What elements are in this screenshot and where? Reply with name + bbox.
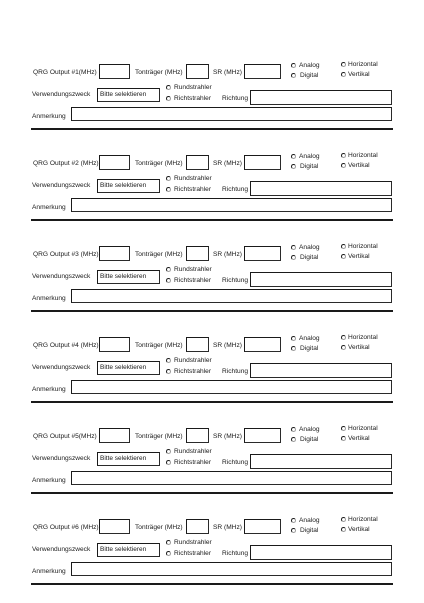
sr-label: SR (MHz) [213,69,242,76]
rundstrahler-label: Rundstrahler [174,175,212,182]
rundstrahler-label: Rundstrahler [174,539,212,546]
richtung-field[interactable] [250,454,392,469]
analog-label: Analog [299,426,320,433]
horizontal-label: Horizontal [348,334,378,341]
rundstrahler-radio[interactable] [166,540,171,545]
anmerkung-field[interactable] [71,289,392,303]
vertikal-label: Vertikal [348,162,370,169]
analog-radio[interactable] [291,154,296,159]
qrg-output-label: QRG Output #3 (MHz) [33,251,99,258]
digital-label: Digital [300,254,319,261]
horizontal-radio[interactable] [341,335,346,340]
horizontal-radio[interactable] [341,517,346,522]
verwendungszweck-select[interactable]: Bitte selektieren [97,452,160,466]
verwendungszweck-select[interactable]: Bitte selektieren [97,179,160,193]
section-divider [31,310,393,312]
qrg-output-field[interactable] [99,337,130,352]
verwendungszweck-label: Verwendungszweck [32,364,91,371]
richtstrahler-radio[interactable] [166,551,171,556]
section-divider [31,128,393,130]
digital-label: Digital [300,436,319,443]
richtstrahler-radio[interactable] [166,460,171,465]
richtung-label: Richtung [222,186,249,193]
qrg-output-field[interactable] [99,64,130,79]
rundstrahler-radio[interactable] [166,85,171,90]
richtstrahler-label: Richtstrahler [174,550,212,557]
traeger-label: Tonträger (MHz) [135,69,183,76]
richtung-field[interactable] [250,90,392,105]
rundstrahler-label: Rundstrahler [174,266,212,273]
rundstrahler-radio[interactable] [166,267,171,272]
anmerkung-field[interactable] [71,562,392,576]
qrg-output-field[interactable] [99,155,130,170]
vertikal-label: Vertikal [348,71,370,78]
analog-label: Analog [299,153,320,160]
qrg-section-3 [0,239,424,330]
anmerkung-label: Anmerkung [32,477,66,484]
digital-label: Digital [300,72,319,79]
qrg-section-1 [0,57,424,148]
sr-label: SR (MHz) [213,342,242,349]
horizontal-label: Horizontal [348,152,378,159]
traeger-field[interactable] [186,337,209,352]
analog-label: Analog [299,244,320,251]
richtung-field[interactable] [250,272,392,287]
richtung-label: Richtung [222,459,249,466]
qrg-output-label: QRG Output #2 (MHz) [33,160,99,167]
richtstrahler-label: Richtstrahler [174,277,212,284]
rundstrahler-radio[interactable] [166,358,171,363]
horizontal-radio[interactable] [341,153,346,158]
vertikal-radio[interactable] [341,72,346,77]
richtstrahler-label: Richtstrahler [174,459,212,466]
traeger-field[interactable] [186,155,209,170]
analog-radio[interactable] [291,245,296,250]
traeger-label: Tonträger (MHz) [135,342,183,349]
vertikal-radio[interactable] [341,345,346,350]
horizontal-radio[interactable] [341,62,346,67]
digital-label: Digital [300,163,319,170]
rundstrahler-radio[interactable] [166,176,171,181]
traeger-label: Tonträger (MHz) [135,160,183,167]
verwendungszweck-label: Verwendungszweck [32,546,91,553]
anmerkung-field[interactable] [71,198,392,212]
section-divider [31,219,393,221]
horizontal-radio[interactable] [341,426,346,431]
qrg-section-2 [0,148,424,239]
digital-radio[interactable] [291,528,296,533]
verwendungszweck-label: Verwendungszweck [32,182,91,189]
analog-label: Analog [299,62,320,69]
section-divider [31,583,393,585]
vertikal-radio[interactable] [341,527,346,532]
analog-radio[interactable] [291,518,296,523]
analog-radio[interactable] [291,63,296,68]
traeger-field[interactable] [186,64,209,79]
anmerkung-field[interactable] [71,471,392,485]
qrg-output-label: QRG Output #5(MHz) [33,433,97,440]
anmerkung-label: Anmerkung [32,113,66,120]
digital-radio[interactable] [291,255,296,260]
horizontal-label: Horizontal [348,425,378,432]
verwendungszweck-label: Verwendungszweck [32,273,91,280]
traeger-field[interactable] [186,519,209,534]
richtstrahler-label: Richtstrahler [174,186,212,193]
richtung-label: Richtung [222,277,249,284]
rundstrahler-label: Rundstrahler [174,448,212,455]
sr-label: SR (MHz) [213,160,242,167]
richtstrahler-radio[interactable] [166,278,171,283]
anmerkung-field[interactable] [71,380,392,394]
richtung-field[interactable] [250,181,392,196]
richtstrahler-label: Richtstrahler [174,368,212,375]
vertikal-label: Vertikal [348,253,370,260]
rundstrahler-label: Rundstrahler [174,357,212,364]
sr-field[interactable] [244,428,281,443]
vertikal-label: Vertikal [348,526,370,533]
vertikal-radio[interactable] [341,163,346,168]
traeger-label: Tonträger (MHz) [135,524,183,531]
digital-radio[interactable] [291,437,296,442]
verwendungszweck-select[interactable]: Bitte selektieren [97,88,160,102]
sr-field[interactable] [244,246,281,261]
anmerkung-label: Anmerkung [32,204,66,211]
analog-label: Analog [299,335,320,342]
qrg-section-6 [0,512,424,603]
qrg-section-5 [0,421,424,512]
richtung-label: Richtung [222,95,249,102]
qrg-output-field[interactable] [99,246,130,261]
analog-radio[interactable] [291,336,296,341]
richtung-label: Richtung [222,368,249,375]
sr-field[interactable] [244,155,281,170]
richtstrahler-radio[interactable] [166,369,171,374]
qrg-output-label: QRG Output #1(MHz) [33,69,97,76]
horizontal-label: Horizontal [348,61,378,68]
horizontal-label: Horizontal [348,516,378,523]
verwendungszweck-label: Verwendungszweck [32,91,91,98]
section-divider [31,492,393,494]
traeger-field[interactable] [186,246,209,261]
qrg-output-label: QRG Output #6 (MHz) [33,524,99,531]
analog-label: Analog [299,517,320,524]
richtstrahler-radio[interactable] [166,96,171,101]
qrg-section-4 [0,330,424,421]
horizontal-label: Horizontal [348,243,378,250]
verwendungszweck-select[interactable]: Bitte selektieren [97,543,160,557]
vertikal-label: Vertikal [348,344,370,351]
vertikal-label: Vertikal [348,435,370,442]
verwendungszweck-select[interactable]: Bitte selektieren [97,270,160,284]
sr-label: SR (MHz) [213,524,242,531]
anmerkung-field[interactable] [71,107,392,121]
digital-radio[interactable] [291,73,296,78]
rundstrahler-label: Rundstrahler [174,84,212,91]
traeger-field[interactable] [186,428,209,443]
verwendungszweck-select[interactable]: Bitte selektieren [97,361,160,375]
digital-radio[interactable] [291,346,296,351]
richtstrahler-radio[interactable] [166,187,171,192]
qrg-output-field[interactable] [99,519,130,534]
anmerkung-label: Anmerkung [32,568,66,575]
richtung-field[interactable] [250,545,392,560]
vertikal-radio[interactable] [341,436,346,441]
sr-field[interactable] [244,519,281,534]
vertikal-radio[interactable] [341,254,346,259]
traeger-label: Tonträger (MHz) [135,433,183,440]
anmerkung-label: Anmerkung [32,386,66,393]
sr-label: SR (MHz) [213,251,242,258]
sr-label: SR (MHz) [213,433,242,440]
richtstrahler-label: Richtstrahler [174,95,212,102]
anmerkung-label: Anmerkung [32,295,66,302]
section-divider [31,401,393,403]
analog-radio[interactable] [291,427,296,432]
qrg-output-field[interactable] [99,428,130,443]
horizontal-radio[interactable] [341,244,346,249]
digital-radio[interactable] [291,164,296,169]
digital-label: Digital [300,345,319,352]
rundstrahler-radio[interactable] [166,449,171,454]
richtung-field[interactable] [250,363,392,378]
sr-field[interactable] [244,64,281,79]
sr-field[interactable] [244,337,281,352]
qrg-output-label: QRG Output #4 (MHz) [33,342,99,349]
traeger-label: Tonträger (MHz) [135,251,183,258]
verwendungszweck-label: Verwendungszweck [32,455,91,462]
digital-label: Digital [300,527,319,534]
richtung-label: Richtung [222,550,249,557]
